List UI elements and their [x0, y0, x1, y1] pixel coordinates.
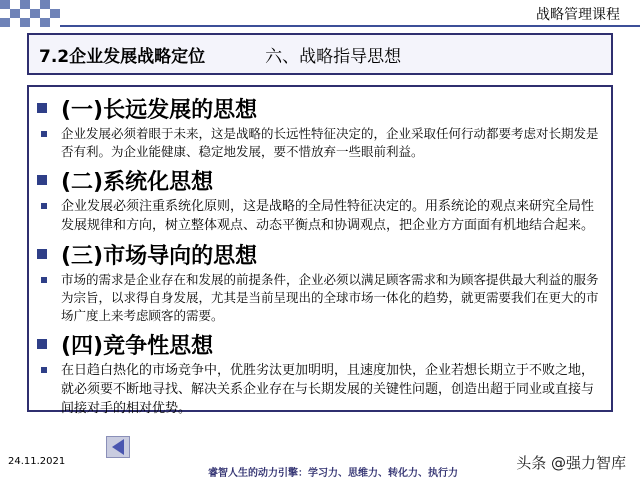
- arrow-left-icon: [112, 439, 124, 455]
- heading-text: (二)系统化思想: [61, 169, 214, 195]
- sub-bullet-icon: [41, 131, 47, 137]
- paragraph-1: [37, 125, 603, 161]
- paragraph-3: [37, 271, 603, 325]
- previous-slide-button[interactable]: [106, 436, 130, 458]
- slide-title-box: [27, 33, 613, 75]
- heading-3: [37, 237, 603, 271]
- bullet-square-icon: [37, 249, 47, 259]
- heading-text: (四)竞争性思想: [61, 333, 214, 359]
- corner-checker-decoration: [0, 0, 60, 28]
- paragraph-text: 企业发展必须着眼于未来，这是战略的长远性特征决定的，企业采取任何行动都要考虑对长期发是否有利。为企业能健康、稳定地发展，要不惜放弃一些眼前利益。: [61, 126, 599, 159]
- course-title: 战略管理课程: [536, 7, 620, 23]
- heading-1: [37, 91, 603, 125]
- bullet-square-icon: [37, 339, 47, 349]
- content-box: [27, 85, 613, 416]
- heading-4: [37, 327, 603, 361]
- paragraph-text: 市场的需求是企业存在和发展的前提条件，企业必须以满足顾客需求和为顾客提供最大利益的服务为宗旨，以求得自身发展，尤其是当前呈现出的全球市场一体化的趋势，就更需要我们在更大的市场广度上来考虑顾客的需要。: [61, 272, 599, 323]
- heading-text: (三)市场导向的思想: [61, 243, 258, 269]
- bullet-square-icon: [37, 175, 47, 185]
- heading-text: (一)长远发展的思想: [61, 97, 258, 123]
- bullet-square-icon: [37, 103, 47, 113]
- footer-slogan: 睿智人生的动力引擎：学习力、思维力、转化力、执行力: [208, 468, 458, 479]
- heading-2: [37, 163, 603, 197]
- watermark: 头条 @强力智库: [516, 454, 626, 472]
- sub-bullet-icon: [41, 277, 47, 283]
- sub-bullet-icon: [41, 367, 47, 373]
- header-divider: [60, 25, 640, 27]
- slide-date: 24.11.2021: [8, 456, 66, 467]
- sub-bullet-icon: [41, 203, 47, 209]
- paragraph-4: [37, 361, 603, 418]
- paragraph-2: [37, 197, 603, 235]
- paragraph-text: 在日趋白热化的市场竞争中，优胜劣汰更加明明，且速度加快，企业若想长期立于不败之地，就必须要不断地寻找、解决关系企业存在与长期发展的关键性问题，创造出超于同业或直接与间接对手的相对优势。: [61, 363, 595, 416]
- paragraph-text: 企业发展必须注重系统化原则，这是战略的全局性特征决定的。用系统论的观点来研究全局性发展规律和方向，树立整体观点、动态平衡点和协调观点，把企业方方面面有机地结合起来。: [61, 199, 595, 233]
- section-title: 7.2企业发展战略定位: [39, 46, 206, 67]
- topic-title: 六、战略指导思想: [265, 46, 402, 67]
